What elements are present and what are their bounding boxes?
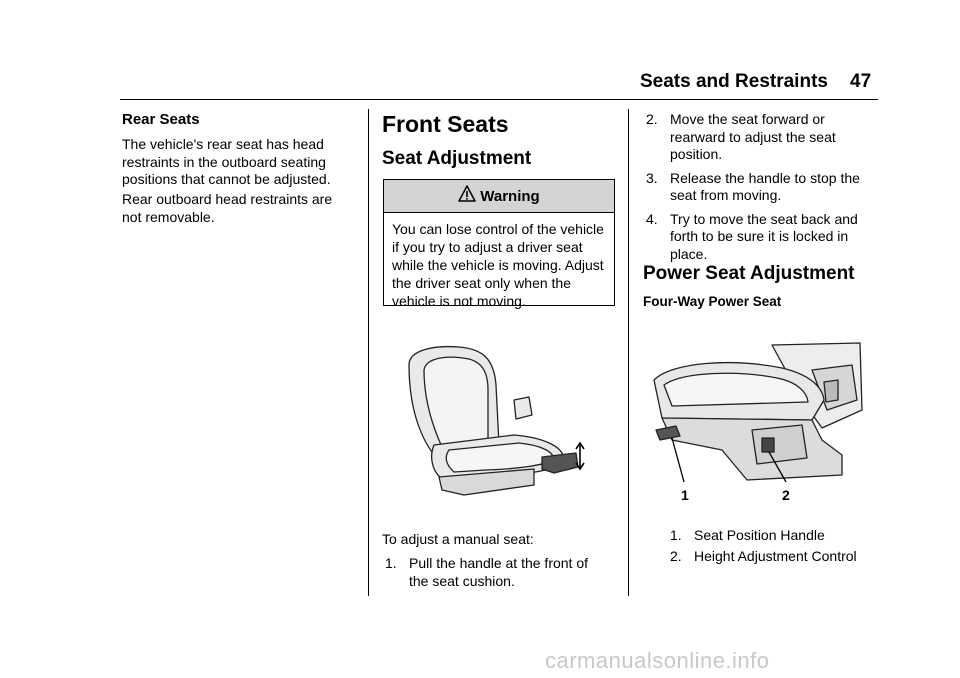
column-divider	[628, 109, 629, 596]
warning-box	[383, 179, 615, 309]
legend-list	[670, 527, 870, 571]
step-text: Release the handle to stop the seat from moving.	[670, 169, 860, 203]
manual-seat-illustration	[404, 345, 586, 505]
legend-text: Seat Position Handle	[694, 527, 825, 543]
warning-icon	[458, 185, 476, 208]
list-item	[670, 527, 870, 545]
rear-seats-paragraph-2: Rear outboard head restraints are not removable.	[122, 191, 333, 225]
column-divider	[368, 109, 369, 596]
list-item	[646, 211, 876, 264]
watermark: carmanualsonline.info	[545, 648, 770, 673]
power-seat-heading: Power Seat Adjustment	[643, 263, 855, 284]
warning-text: You can lose control of the vehicle if you try to adjust a driver seat while the vehicle is moving. Adjust the driver seat only when the vehicle is not moving.	[392, 221, 604, 309]
step-text: Move the seat forward or rearward to adjust the seat position.	[670, 111, 836, 162]
page-number: 47	[850, 71, 872, 92]
step-number: 3.	[646, 169, 658, 186]
step-list	[646, 111, 876, 269]
step-number: 2.	[646, 111, 658, 127]
power-seat-illustration	[652, 340, 864, 510]
list-item	[646, 111, 876, 164]
front-seats-heading: Front Seats	[382, 111, 509, 137]
four-way-power-seat-heading: Four-Way Power Seat	[643, 294, 782, 309]
step-text: Pull the handle at the front of the seat cushion.	[409, 555, 589, 589]
legend-text: Height Adjustment Control	[694, 547, 857, 564]
rear-seats-heading: Rear Seats	[122, 111, 200, 128]
step-number: 4.	[646, 210, 658, 227]
warning-header	[384, 180, 614, 213]
callout-2: 2	[782, 487, 790, 503]
step-text: Try to move the seat back and forth to be sure it is locked in place.	[670, 210, 858, 262]
seat-adjustment-heading: Seat Adjustment	[382, 148, 532, 169]
step-number: 1.	[385, 555, 397, 571]
callout-1: 1	[681, 487, 689, 503]
list-item	[670, 548, 870, 566]
section-title: Seats and Restraints	[640, 71, 828, 92]
rear-seats-paragraph: The vehicle's rear seat has head restraints in the outboard seating positions that cannot be adjusted.	[122, 136, 331, 187]
list-item	[646, 170, 876, 205]
manual-seat-intro: To adjust a manual seat:	[382, 531, 534, 547]
list-item	[385, 555, 610, 590]
legend-number: 1.	[670, 527, 682, 543]
header-rule	[120, 99, 878, 100]
warning-label: Warning	[480, 187, 540, 205]
step-list	[385, 555, 610, 596]
legend-number: 2.	[670, 547, 682, 564]
